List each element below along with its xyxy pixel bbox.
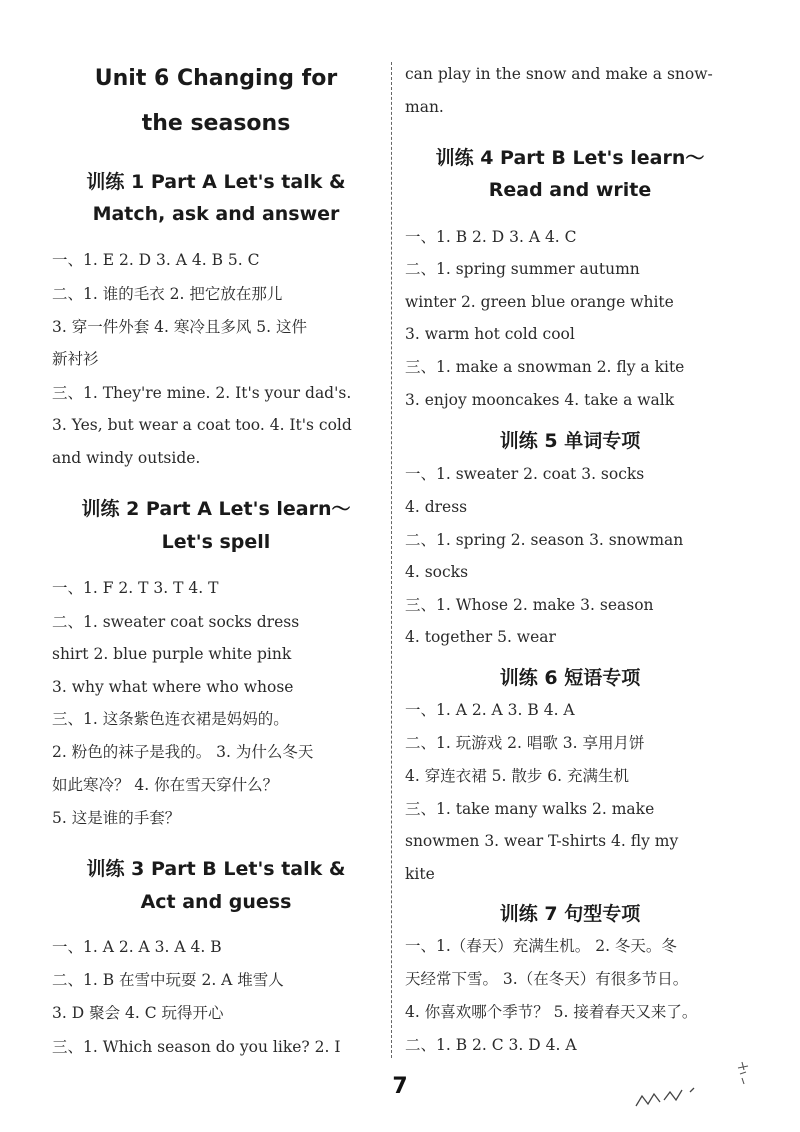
section-4-line: 二、1. spring summer autumn bbox=[405, 260, 640, 278]
section-1-heading-line-1: 训练 1 Part A Let's talk & bbox=[86, 171, 346, 193]
section-5-line: 4. socks bbox=[405, 563, 469, 581]
section-6-line: 二、1. 玩游戏 2. 唱歌 3. 享用月饼 bbox=[405, 734, 645, 752]
section-5-heading: 训练 5 单词专项 bbox=[499, 430, 641, 452]
section-2-line: shirt 2. blue purple white pink bbox=[52, 645, 292, 663]
section-4-line: 三、1. make a snowman 2. fly a kite bbox=[405, 358, 685, 376]
unit-title-line-2: the seasons bbox=[141, 111, 291, 136]
section-5-line: 4. together 5. wear bbox=[405, 628, 556, 646]
column-divider bbox=[391, 62, 392, 1058]
section-4-heading-line-1: 训练 4 Part B Let's learn～ bbox=[435, 147, 705, 169]
section-2-line: 3. why what where who whose bbox=[52, 678, 294, 696]
section-3-line: 三、1. Which season do you like? 2. I bbox=[52, 1038, 341, 1056]
continued-line: can play in the snow and make a snow- bbox=[405, 65, 713, 83]
section-5-line: 4. dress bbox=[405, 498, 468, 516]
section-6-line: 一、1. A 2. A 3. B 4. A bbox=[405, 701, 575, 719]
left-column bbox=[52, 0, 380, 1132]
section-5-line: 一、1. sweater 2. coat 3. socks bbox=[405, 465, 645, 483]
pen-scribble-mark bbox=[630, 1060, 750, 1110]
section-1-line: 3. 穿一件外套 4. 寒冷且多风 5. 这件 bbox=[52, 318, 308, 336]
section-4-line: 3. warm hot cold cool bbox=[405, 325, 575, 343]
section-2-line: 二、1. sweater coat socks dress bbox=[52, 613, 300, 631]
section-3-line: 二、1. B 在雪中玩耍 2. A 堆雪人 bbox=[52, 971, 284, 989]
section-2-line: 5. 这是谁的手套？ bbox=[52, 809, 181, 827]
section-1-line: 新衬衫 bbox=[52, 350, 99, 368]
section-1-heading-line-2: Match, ask and answer bbox=[92, 203, 340, 225]
section-1-line: 二、1. 谁的毛衣 2. 把它放在那儿 bbox=[52, 285, 283, 303]
section-1-line: 三、1. They're mine. 2. It's your dad's. bbox=[52, 384, 352, 402]
section-1-line: and windy outside. bbox=[52, 449, 201, 467]
unit-title-line-1: Unit 6 Changing for bbox=[94, 66, 338, 91]
section-6-line: 三、1. take many walks 2. make bbox=[405, 800, 655, 818]
right-column bbox=[405, 0, 735, 1132]
section-7-line: 4. 你喜欢哪个季节？ 5. 接着春天又来了。 bbox=[405, 1003, 698, 1021]
page-number: 7 bbox=[392, 1074, 408, 1099]
section-7-line: 天经常下雪。 3.（在冬天）有很多节日。 bbox=[405, 970, 689, 988]
section-2-line: 如此寒冷？ 4. 你在雪天穿什么？ bbox=[52, 776, 279, 794]
section-3-heading-line-1: 训练 3 Part B Let's talk & bbox=[86, 858, 346, 880]
section-2-line: 一、1. F 2. T 3. T 4. T bbox=[52, 579, 219, 597]
section-2-heading-line-1: 训练 2 Part A Let's learn～ bbox=[81, 498, 351, 520]
section-6-line: 4. 穿连衣裙 5. 散步 6. 充满生机 bbox=[405, 767, 630, 785]
section-7-line: 一、1.（春天）充满生机。 2. 冬天。冬 bbox=[405, 937, 677, 955]
section-1-line: 3. Yes, but wear a coat too. 4. It's cold bbox=[52, 416, 352, 434]
section-2-line: 三、1. 这条紫色连衣裙是妈妈的。 bbox=[52, 710, 289, 728]
section-6-line: snowmen 3. wear T-shirts 4. fly my bbox=[405, 832, 679, 850]
section-3-line: 一、1. A 2. A 3. A 4. B bbox=[52, 938, 222, 956]
section-3-line: 3. D 聚会 4. C 玩得开心 bbox=[52, 1004, 224, 1022]
section-4-line: 一、1. B 2. D 3. A 4. C bbox=[405, 228, 577, 246]
section-2-line: 2. 粉色的袜子是我的。 3. 为什么冬天 bbox=[52, 743, 314, 761]
section-4-line: 3. enjoy mooncakes 4. take a walk bbox=[405, 391, 675, 409]
section-5-line: 三、1. Whose 2. make 3. season bbox=[405, 596, 654, 614]
section-4-heading-line-2: Read and write bbox=[488, 179, 652, 201]
section-4-line: winter 2. green blue orange white bbox=[405, 293, 674, 311]
section-7-heading: 训练 7 句型专项 bbox=[499, 903, 641, 925]
section-1-line: 一、1. E 2. D 3. A 4. B 5. C bbox=[52, 251, 260, 269]
section-7-line: 二、1. B 2. C 3. D 4. A bbox=[405, 1036, 577, 1054]
continued-line: man. bbox=[405, 98, 444, 116]
section-6-heading: 训练 6 短语专项 bbox=[499, 667, 641, 689]
section-5-line: 二、1. spring 2. season 3. snowman bbox=[405, 531, 684, 549]
section-2-heading-line-2: Let's spell bbox=[161, 531, 271, 553]
section-3-heading-line-2: Act and guess bbox=[140, 891, 292, 913]
section-6-line: kite bbox=[405, 865, 435, 883]
